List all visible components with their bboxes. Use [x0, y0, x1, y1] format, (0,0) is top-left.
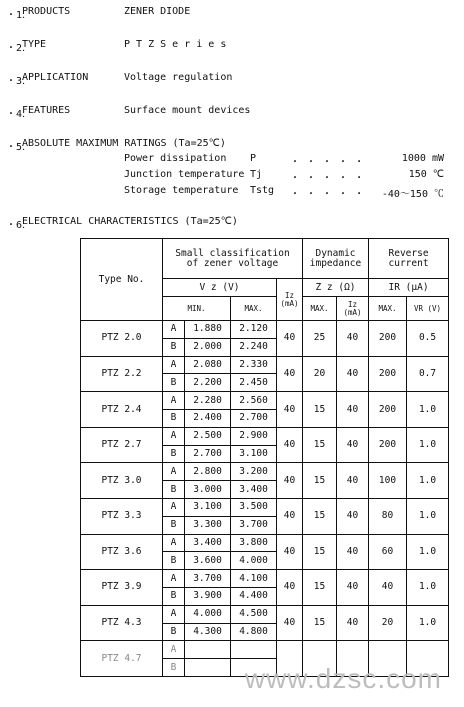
vr-cell: 1.0	[407, 392, 449, 428]
vz-max-cell: 3.400	[231, 481, 277, 499]
class-letter-cell: B	[163, 516, 185, 534]
vz-min-cell: 3.700	[185, 570, 231, 588]
class-letter-cell: A	[163, 427, 185, 445]
vz-min-cell: 3.900	[185, 587, 231, 605]
table-row	[81, 356, 449, 374]
zz-iz-cell: 40	[337, 427, 369, 463]
table-row	[81, 605, 449, 623]
zz-max-cell: 15	[303, 570, 337, 606]
class-letter-cell: B	[163, 481, 185, 499]
vz-max-cell	[231, 641, 277, 659]
dynamic-impedance-header: Dynamic impedance	[303, 239, 369, 279]
type-no-header: Type No.	[81, 239, 163, 321]
rating-name: Power dissipation	[124, 153, 227, 164]
type-no-cell: PTZ 2.2	[81, 356, 163, 392]
class-letter-cell: B	[163, 445, 185, 463]
vz-max-cell: 3.100	[231, 445, 277, 463]
vz-min-cell: 3.300	[185, 516, 231, 534]
zz-max-cell: 15	[303, 498, 337, 534]
class-letter-cell: A	[163, 641, 185, 659]
zz-iz-cell: 40	[337, 570, 369, 606]
vz-min-cell	[185, 659, 231, 677]
ir-max-cell: 200	[369, 392, 407, 428]
iz-cell: 40	[277, 427, 303, 463]
iz-cell: 40	[277, 570, 303, 606]
vz-min-cell: 2.700	[185, 445, 231, 463]
vr-cell: 0.5	[407, 321, 449, 357]
vz-min-cell: 2.000	[185, 338, 231, 356]
vz-header: V z (V)	[163, 279, 277, 297]
section-label: PRODUCTS	[22, 6, 71, 17]
section-value: Surface mount devices	[124, 105, 251, 116]
section-number: ・4．	[6, 109, 33, 120]
class-letter-cell: B	[163, 623, 185, 641]
vz-min-cell: 2.500	[185, 427, 231, 445]
zz-max-cell: 15	[303, 534, 337, 570]
vz-max-cell: 2.120	[231, 321, 277, 339]
zz-iz-header: Iz (mA)	[337, 297, 369, 321]
class-letter-cell: B	[163, 552, 185, 570]
zz-iz-cell: 40	[337, 356, 369, 392]
vz-max-cell: 2.330	[231, 356, 277, 374]
vz-min-cell: 4.300	[185, 623, 231, 641]
vr-cell: 0.7	[407, 356, 449, 392]
vz-max-cell: 3.800	[231, 534, 277, 552]
ir-max-cell: 200	[369, 321, 407, 357]
ir-max-cell: 20	[369, 605, 407, 641]
table-row	[81, 570, 449, 588]
vz-min-cell: 4.000	[185, 605, 231, 623]
ir-max-cell: 40	[369, 570, 407, 606]
vr-cell: 1.0	[407, 534, 449, 570]
ir-max-cell: 100	[369, 463, 407, 499]
rating-value: 1000 mW	[401, 153, 444, 164]
vr-cell: 1.0	[407, 498, 449, 534]
section-label: ABSOLUTE MAXIMUM RATINGS (Ta=25℃)	[22, 138, 226, 149]
rating-symbol: P	[250, 153, 257, 164]
watermark: www.dzsc.com	[244, 663, 442, 694]
zz-header: Z z (Ω)	[303, 279, 369, 297]
electrical-characteristics-table	[80, 238, 449, 677]
type-no-cell: PTZ 2.4	[81, 392, 163, 428]
vz-max-cell: 2.560	[231, 392, 277, 410]
vz-min-cell: 3.100	[185, 498, 231, 516]
vz-max-cell: 4.100	[231, 570, 277, 588]
vz-max-cell: 3.500	[231, 498, 277, 516]
table-row	[81, 463, 449, 481]
vz-min-cell: 3.400	[185, 534, 231, 552]
rating-dots: ・ ・ ・ ・ ・	[290, 157, 365, 168]
vr-cell: 1.0	[407, 605, 449, 641]
vz-min-cell: 2.280	[185, 392, 231, 410]
rating-symbol: Tstg	[250, 185, 275, 196]
rating-dots: ・ ・ ・ ・ ・	[290, 173, 365, 184]
iz-header: Iz (mA)	[277, 279, 303, 321]
type-no-cell: PTZ 4.7	[81, 641, 163, 677]
table-row	[81, 534, 449, 552]
zz-iz-cell: 40	[337, 392, 369, 428]
vr-cell: 1.0	[407, 570, 449, 606]
section-value: P T Z S e r i e s	[124, 39, 227, 50]
vz-max-cell: 2.700	[231, 409, 277, 427]
small-classification-header: Small classification of zener voltage	[163, 239, 303, 279]
type-no-cell: PTZ 4.3	[81, 605, 163, 641]
table-row	[81, 321, 449, 339]
vz-max-cell: 4.500	[231, 605, 277, 623]
class-letter-cell: A	[163, 463, 185, 481]
vr-cell: 1.0	[407, 427, 449, 463]
rating-name: Junction temperature	[124, 169, 245, 180]
type-no-cell: PTZ 3.3	[81, 498, 163, 534]
section-number: ・5．	[6, 142, 33, 153]
table-row	[81, 427, 449, 445]
class-letter-cell: B	[163, 659, 185, 677]
vz-max-cell: 2.240	[231, 338, 277, 356]
ir-max-cell: 200	[369, 427, 407, 463]
rating-name: Storage temperature	[124, 185, 239, 196]
rating-dots: ・ ・ ・ ・ ・	[290, 189, 365, 200]
class-letter-cell: A	[163, 605, 185, 623]
iz-cell: 40	[277, 605, 303, 641]
iz-cell: 40	[277, 392, 303, 428]
type-no-cell: PTZ 3.9	[81, 570, 163, 606]
section-label: FEATURES	[22, 105, 71, 116]
ir-max-cell: 80	[369, 498, 407, 534]
vz-max-cell: 3.200	[231, 463, 277, 481]
iz-cell: 40	[277, 356, 303, 392]
ir-header: IR (μA)	[369, 279, 449, 297]
iz-cell: 40	[277, 498, 303, 534]
vz-max-cell: 3.700	[231, 516, 277, 534]
iz-cell: 40	[277, 463, 303, 499]
class-letter-cell: A	[163, 356, 185, 374]
ir-max-cell: 60	[369, 534, 407, 570]
zz-iz-cell: 40	[337, 605, 369, 641]
vz-min-cell: 1.880	[185, 321, 231, 339]
section-number: ・2．	[6, 43, 33, 54]
reverse-current-header: Reverse current	[369, 239, 449, 279]
rating-value: -40～150 ℃	[381, 189, 444, 200]
type-no-cell: PTZ 2.0	[81, 321, 163, 357]
zz-max-cell: 15	[303, 427, 337, 463]
vz-min-cell: 2.200	[185, 374, 231, 392]
table-row	[81, 641, 449, 659]
vz-max-cell: 4.800	[231, 623, 277, 641]
zz-max-cell: 25	[303, 321, 337, 357]
max-header: MAX.	[231, 297, 277, 321]
class-letter-cell: B	[163, 374, 185, 392]
zz-iz-cell: 40	[337, 534, 369, 570]
rating-value: 150 ℃	[408, 169, 444, 180]
class-letter-cell: B	[163, 587, 185, 605]
vr-cell: 1.0	[407, 463, 449, 499]
vz-min-cell: 2.400	[185, 409, 231, 427]
vz-max-cell: 4.400	[231, 587, 277, 605]
section-number: ・3．	[6, 76, 33, 87]
type-no-cell: PTZ 2.7	[81, 427, 163, 463]
type-no-cell: PTZ 3.6	[81, 534, 163, 570]
min-header: MIN.	[163, 297, 231, 321]
type-no-cell: PTZ 3.0	[81, 463, 163, 499]
section-number: ・1．	[6, 10, 33, 21]
vz-max-cell: 2.900	[231, 427, 277, 445]
section-number: ・6．	[6, 220, 33, 231]
zz-iz-cell: 40	[337, 498, 369, 534]
zz-max-cell: 15	[303, 463, 337, 499]
zz-max-cell: 15	[303, 605, 337, 641]
table-row	[81, 392, 449, 410]
vz-min-cell: 2.080	[185, 356, 231, 374]
zz-max-cell: 15	[303, 392, 337, 428]
section-value: ZENER DIODE	[124, 6, 191, 17]
section-value: Voltage regulation	[124, 72, 233, 83]
iz-cell: 40	[277, 534, 303, 570]
section-label: ELECTRICAL CHARACTERISTICS (Ta=25℃)	[22, 216, 238, 227]
class-letter-cell: A	[163, 534, 185, 552]
zz-iz-cell: 40	[337, 463, 369, 499]
class-letter-cell: A	[163, 570, 185, 588]
section-label: APPLICATION	[22, 72, 89, 83]
class-letter-cell: B	[163, 409, 185, 427]
vz-min-cell: 2.800	[185, 463, 231, 481]
ir-max-cell: 200	[369, 356, 407, 392]
class-letter-cell: B	[163, 338, 185, 356]
section-label: TYPE	[22, 39, 47, 50]
vz-min-cell	[185, 641, 231, 659]
class-letter-cell: A	[163, 321, 185, 339]
rating-symbol: Tj	[250, 169, 263, 180]
vz-max-cell: 2.450	[231, 374, 277, 392]
vz-min-cell: 3.600	[185, 552, 231, 570]
ir-max-header: MAX.	[369, 297, 407, 321]
class-letter-cell: A	[163, 392, 185, 410]
table-row	[81, 498, 449, 516]
vz-min-cell: 3.000	[185, 481, 231, 499]
iz-cell: 40	[277, 321, 303, 357]
class-letter-cell: A	[163, 498, 185, 516]
zz-max-header: MAX.	[303, 297, 337, 321]
vz-max-cell: 4.000	[231, 552, 277, 570]
vr-header: VR (V)	[407, 297, 449, 321]
zz-max-cell: 20	[303, 356, 337, 392]
zz-iz-cell: 40	[337, 321, 369, 357]
